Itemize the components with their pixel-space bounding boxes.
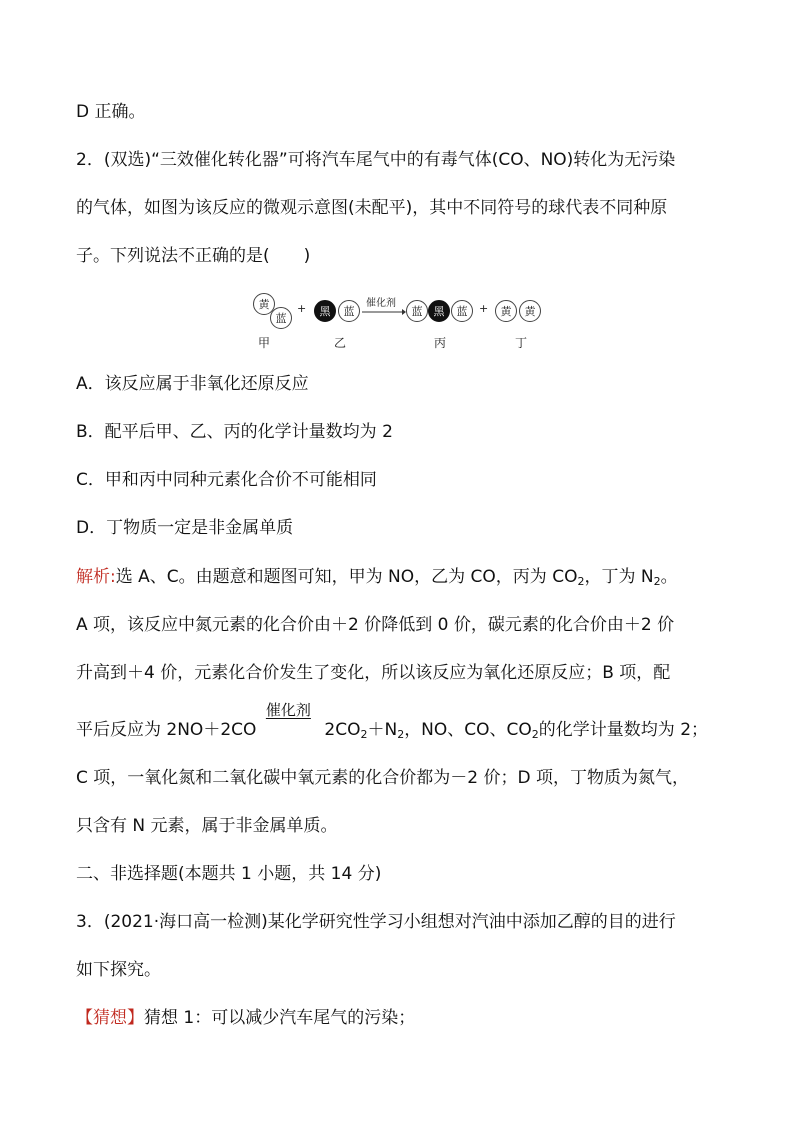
guess-label: 【猜想】 <box>76 1008 144 1028</box>
atom-yellow: 黄 <box>519 300 541 322</box>
analysis-text: 。 <box>660 567 678 587</box>
subscript: 2 <box>397 728 405 741</box>
analysis-label: 解析: <box>76 567 116 587</box>
analysis-text: ，丁为 N <box>584 567 654 587</box>
question-3-line-2: 如下探究。 <box>76 960 161 980</box>
atom-blue: 蓝 <box>451 300 473 322</box>
analysis-line-6: 只含有 N 元素，属于非金属单质。 <box>76 816 338 836</box>
equation-text: 的化学计量数均为 2； <box>538 720 709 740</box>
atom-blue: 蓝 <box>270 307 292 329</box>
subscript: 2 <box>653 575 661 588</box>
prev-answer-end: D 正确。 <box>76 102 146 122</box>
analysis-line-3: 升高到＋4 价，元素化合价发生了变化，所以该反应为氧化还原反应；B 项，配 <box>76 663 671 683</box>
arrow-label: 催化剂 <box>366 298 396 309</box>
equation-text: 平后反应为 2NO＋2CO <box>76 720 257 740</box>
atom-yellow: 黄 <box>253 293 275 315</box>
atom-black: 黑 <box>428 300 450 322</box>
atom-blue: 蓝 <box>406 300 428 322</box>
equation-text: ，NO、CO、CO <box>404 720 532 740</box>
label-ding: 丁 <box>515 336 528 350</box>
label-yi: 乙 <box>334 336 347 350</box>
catalyst-arrow <box>258 701 318 744</box>
analysis-line-5: C 项，一氧化氮和二氧化碳中氧元素的化合价都为－2 价；D 项，丁物质为氮气， <box>76 768 689 788</box>
plus-sign: + <box>297 302 307 315</box>
question-3-line-1: 3．(2021·海口高一检测)某化学研究性学习小组想对汽油中添加乙醇的目的进行 <box>76 912 676 932</box>
option-c: C．甲和丙中同种元素化合价不可能相同 <box>76 470 377 490</box>
atom-black: 黑 <box>314 300 336 322</box>
subscript: 2 <box>360 728 368 741</box>
equation-text: ＋N <box>367 720 398 740</box>
analysis-text: 选 A、C。由题意和题图可知，甲为 NO，乙为 CO，丙为 CO <box>115 567 578 587</box>
analysis-line-1 <box>76 565 678 589</box>
question-2-line-1: 2．(双选)“三效催化转化器”可将汽车尾气中的有毒气体(CO、NO)转化为无污染 <box>76 150 676 170</box>
label-bing: 丙 <box>434 336 447 350</box>
atom-blue: 蓝 <box>338 300 360 322</box>
guess-text: 猜想 1：可以减少汽车尾气的污染； <box>144 1008 416 1028</box>
option-d: D．丁物质一定是非金属单质 <box>76 518 294 538</box>
catalyst-label: 催化剂 <box>265 701 311 719</box>
reaction-diagram <box>0 280 793 360</box>
plus-sign: + <box>479 302 489 315</box>
reaction-arrow-icon <box>362 308 406 316</box>
subscript: 2 <box>531 728 539 741</box>
analysis-line-4 <box>76 701 709 744</box>
subscript: 2 <box>577 575 585 588</box>
question-2-line-2: 的气体，如图为该反应的微观示意图(未配平)，其中不同符号的球代表不同种原 <box>76 198 668 218</box>
analysis-line-2: A 项，该反应中氮元素的化合价由＋2 价降低到 0 价，碳元素的化合价由＋2 价 <box>76 615 675 635</box>
section-heading: 二、非选择题(本题共 1 小题，共 14 分) <box>76 864 382 884</box>
option-a: A．该反应属于非氧化还原反应 <box>76 374 309 394</box>
option-b: B．配平后甲、乙、丙的化学计量数均为 2 <box>76 422 393 442</box>
label-jia: 甲 <box>258 336 271 350</box>
guess-line <box>76 1006 415 1030</box>
equation-text: 2CO <box>324 720 361 740</box>
atom-yellow: 黄 <box>495 300 517 322</box>
question-2-line-3: 子。下列说法不正确的是( ) <box>76 246 311 266</box>
